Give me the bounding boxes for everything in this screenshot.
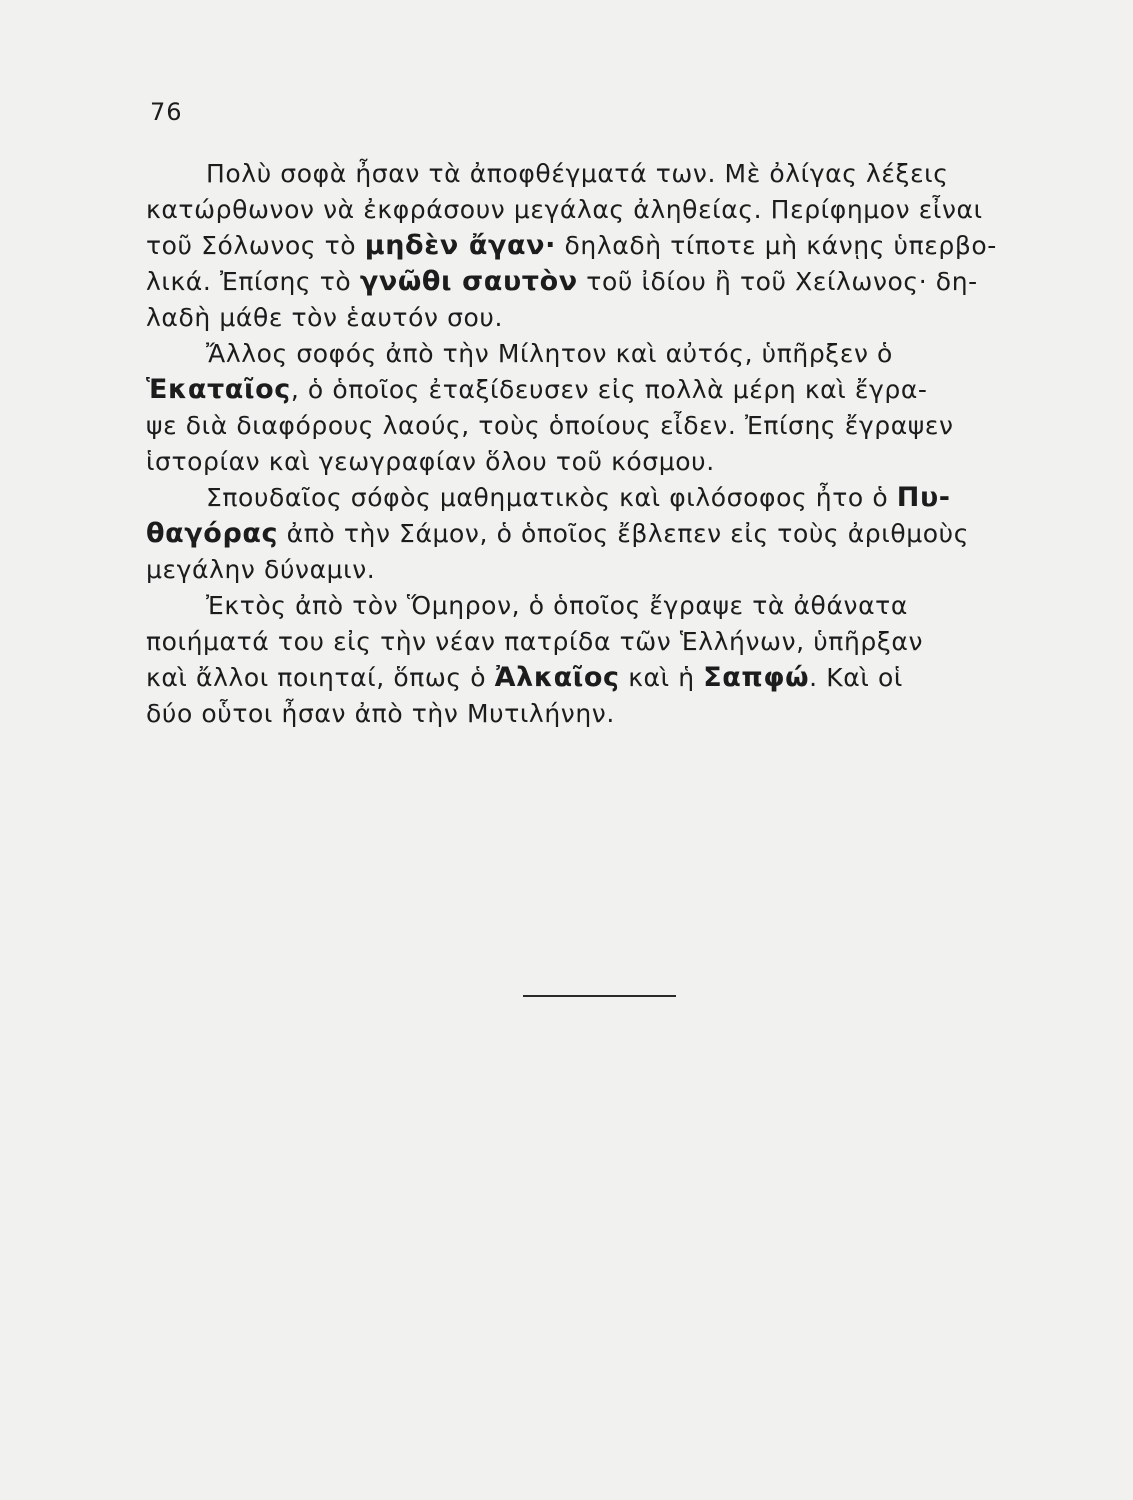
text-run: μεγάλην δύναμιν. xyxy=(146,555,376,584)
text-run: ἀπὸ τὴν Σάμον, ὁ ὁποῖος ἔβλεπεν εἰς τοὺς ἀριθμοὺς xyxy=(278,519,969,548)
text-line xyxy=(146,552,1086,588)
text-run: τοῦ ἰδίου ἢ τοῦ Χείλωνος· δη- xyxy=(577,267,978,296)
text-run: καὶ ἄλλοι ποιηταί, ὅπως ὁ xyxy=(146,663,495,692)
text-line xyxy=(146,264,1086,300)
emphasis-meden-agan: μηδὲν ἄγαν· xyxy=(364,230,556,261)
emphasis-gnothi-sauton: γνῶθι σαυτὸν xyxy=(359,266,578,297)
text-line-content xyxy=(146,264,978,300)
emphasis-alkaios: Ἀλκαῖος xyxy=(494,662,620,693)
section-divider xyxy=(523,995,676,997)
text-line-content xyxy=(146,660,903,696)
text-run: λαδὴ μάθε τὸν ἑαυτόν σου. xyxy=(146,303,504,332)
text-line xyxy=(146,588,1086,624)
text-line xyxy=(146,336,1086,372)
text-run: Σπουδαῖος σόφὸς μαθηματικὸς καὶ φιλόσοφος ἦτο ὁ xyxy=(206,483,897,512)
text-run: ποιήματά του εἰς τὴν νέαν πατρίδα τῶν Ἑλλήνων, ὑπῆρξαν xyxy=(146,627,924,656)
text-line-content xyxy=(206,480,951,516)
text-run: . Καὶ οἱ xyxy=(809,663,903,692)
text-run: δηλαδὴ τίποτε μὴ κάνῃς ὑπερβο- xyxy=(555,231,997,260)
text-line xyxy=(146,516,1086,552)
text-line xyxy=(146,372,1086,408)
text-run: Πολὺ σοφὰ ἦσαν τὰ ἀποφθέγματά των. Μὲ ὀλίγας λέξεις xyxy=(206,159,949,188)
text-line xyxy=(146,480,1086,516)
text-run: Ἐκτὸς ἀπὸ τὸν Ὅμηρον, ὁ ὁποῖος ἔγραψε τὰ ἀθάνατα xyxy=(206,591,908,620)
text-line xyxy=(146,300,1086,336)
text-line xyxy=(146,408,1086,444)
text-run: τοῦ Σόλωνος τὸ xyxy=(146,231,365,260)
text-run: κατώρθωνον νὰ ἐκφράσουν μεγάλας ἀληθείας. Περίφημον εἶναι xyxy=(146,195,983,224)
emphasis-sappho: Σαπφώ xyxy=(703,662,810,693)
text-line xyxy=(146,624,1086,660)
text-line xyxy=(146,660,1086,696)
text-line xyxy=(146,444,1086,480)
text-run: καὶ ἡ xyxy=(619,663,704,692)
body-text xyxy=(146,156,1086,732)
text-run: λικά. Ἐπίσης τὸ xyxy=(146,267,360,296)
text-run: ψε διὰ διαφόρους λαούς, τοὺς ὁποίους εἶδεν. Ἐπίσης ἔγραψεν xyxy=(146,411,954,440)
text-run: δύο οὗτοι ἦσαν ἀπὸ τὴν Μυτιλήνην. xyxy=(146,699,615,728)
text-line xyxy=(146,228,1086,264)
text-line xyxy=(146,156,1086,192)
emphasis-hekataios: Ἑκαταῖος xyxy=(146,374,291,405)
text-run: , ὁ ὁποῖος ἐταξίδευσεν εἰς πολλὰ μέρη καὶ ἔγρα- xyxy=(290,375,928,404)
emphasis-pythagoras-end: θαγόρας xyxy=(146,518,279,549)
emphasis-pythagoras-start: Πυ- xyxy=(896,482,951,513)
page-number: 76 xyxy=(150,98,183,126)
text-run: Ἄλλος σοφός ἀπὸ τὴν Μίλητον καὶ αὐτός, ὑπῆρξεν ὁ xyxy=(206,339,893,368)
text-line xyxy=(146,696,1086,732)
text-line-content xyxy=(146,372,928,408)
text-line-content xyxy=(146,228,997,264)
text-line xyxy=(146,192,1086,228)
text-run: ἱστορίαν καὶ γεωγραφίαν ὅλου τοῦ κόσμου. xyxy=(146,447,715,476)
text-line-content xyxy=(146,516,969,552)
